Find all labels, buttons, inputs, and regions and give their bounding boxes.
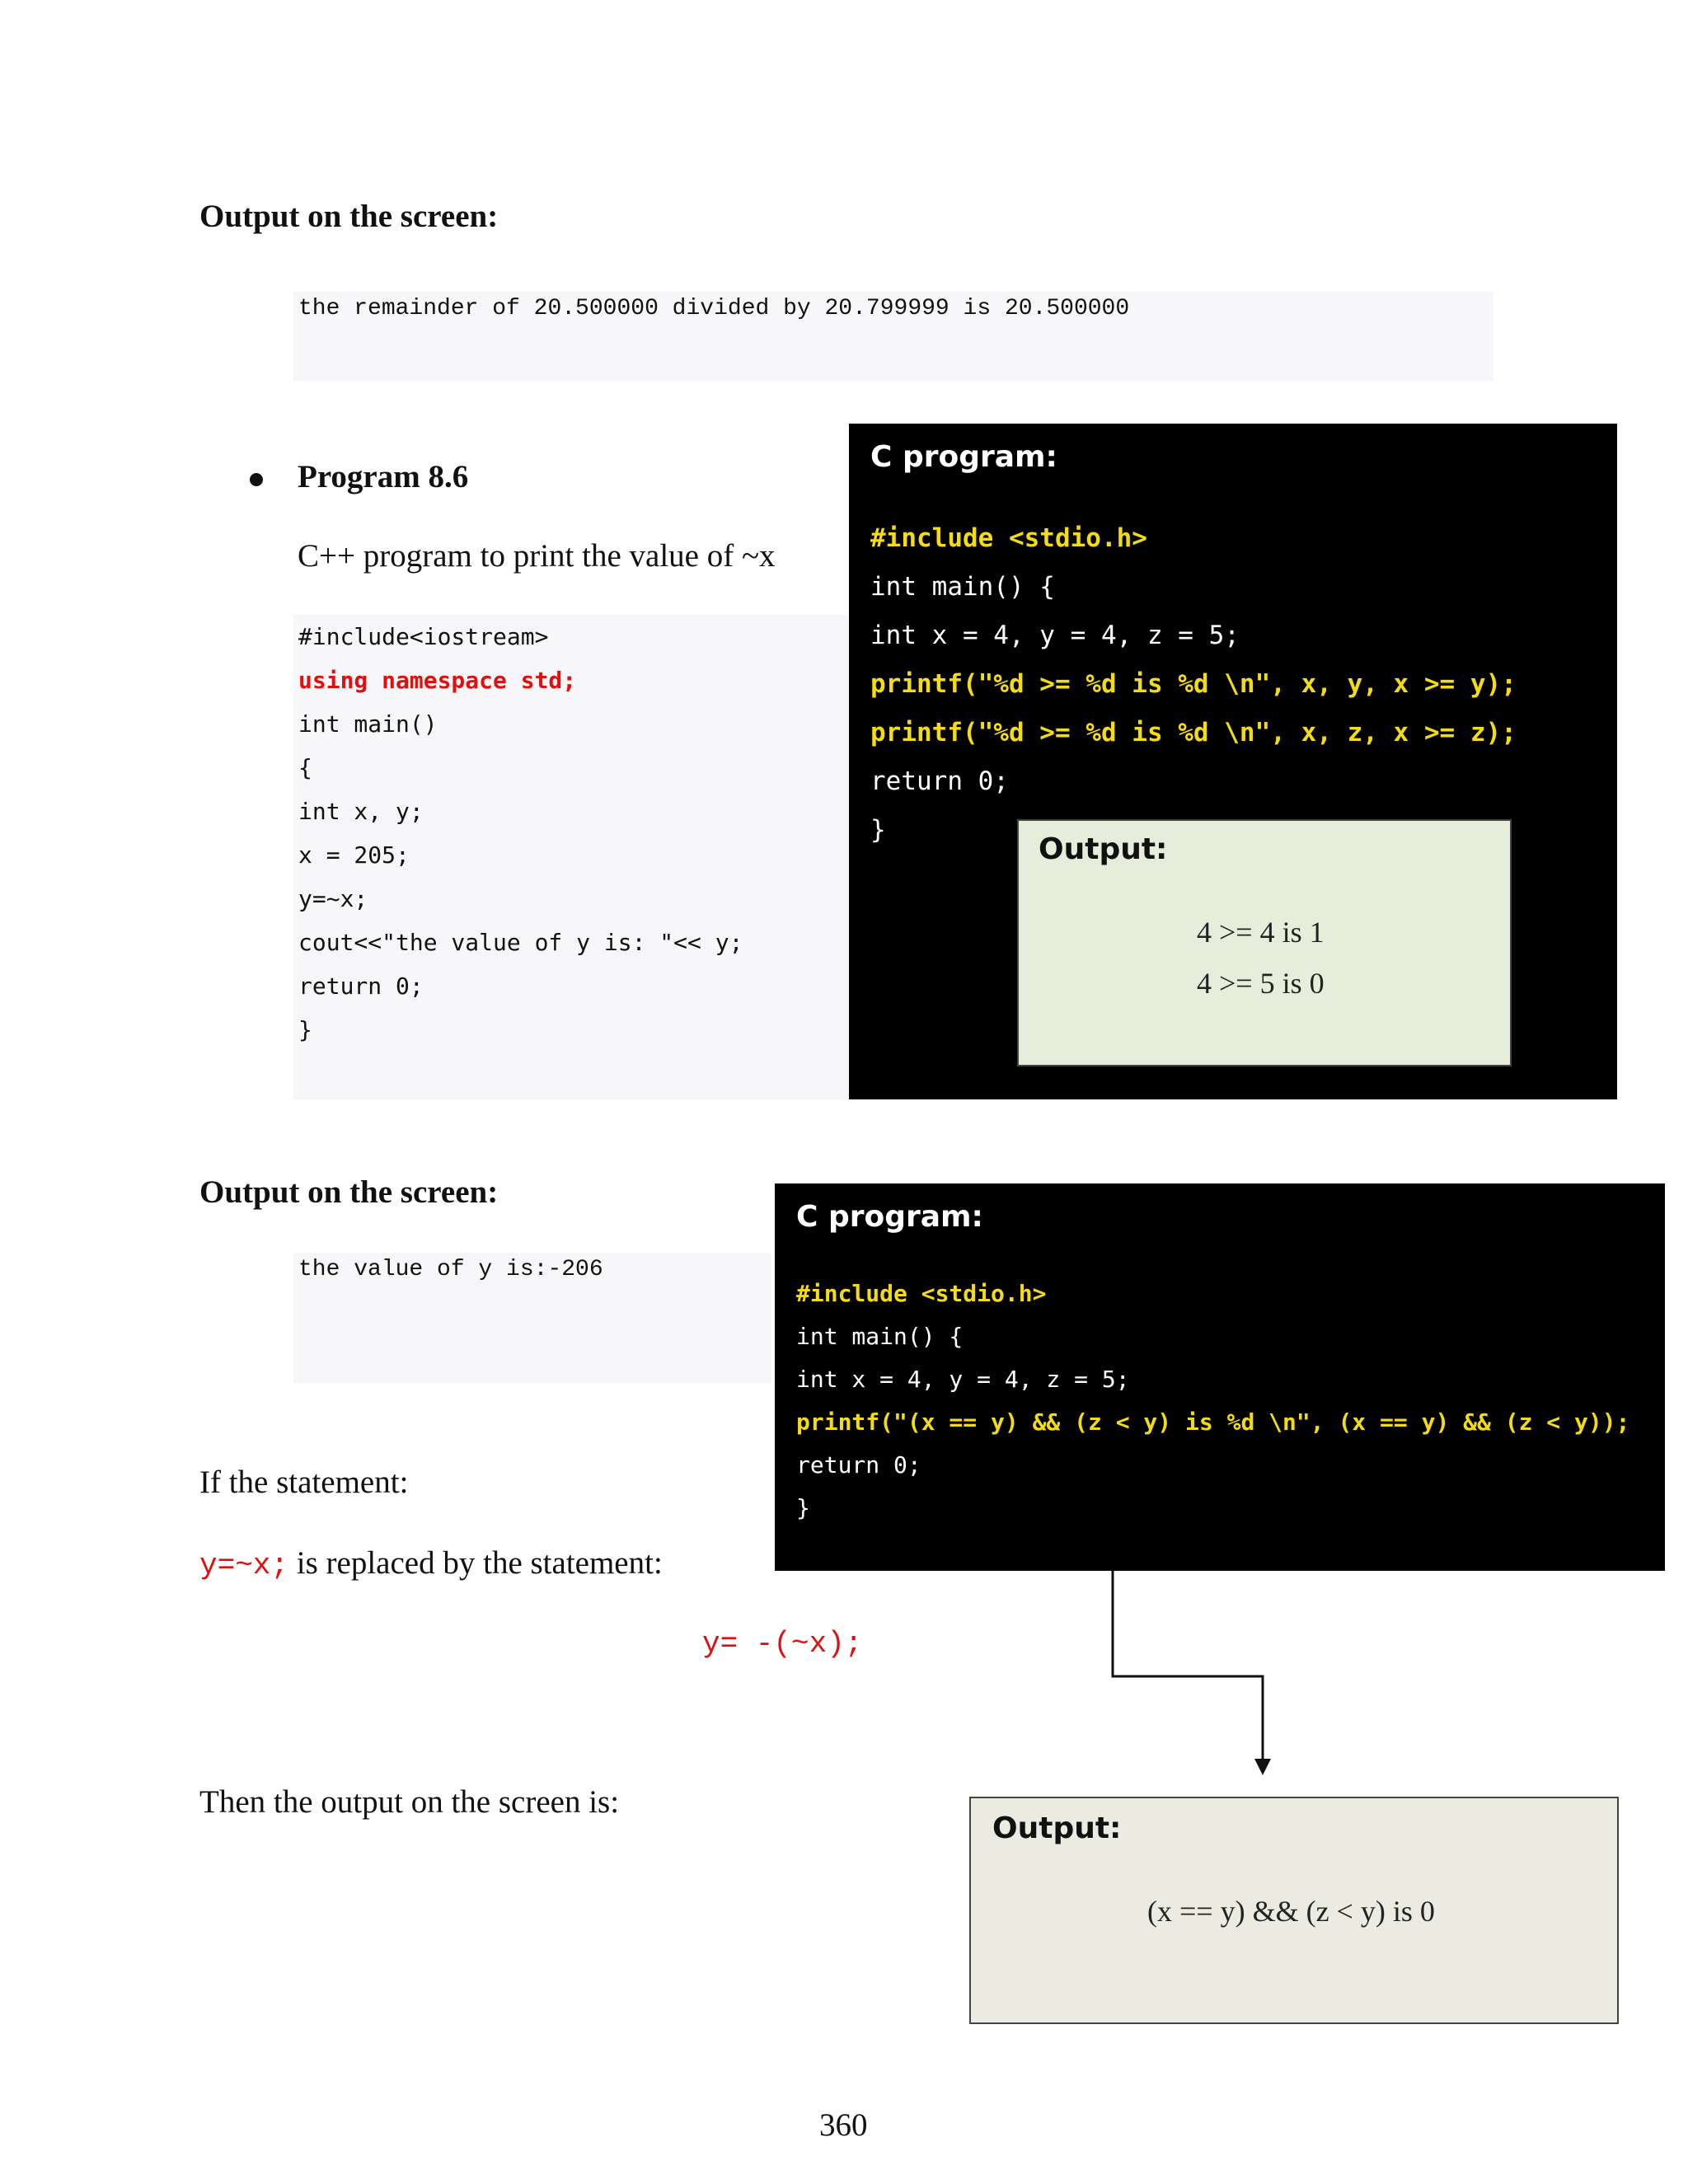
code-line: int main() { [870, 572, 1055, 602]
code-line: return 0; [298, 972, 424, 1000]
program-title: Program 8.6 [298, 459, 469, 494]
output-block-2 [293, 1253, 771, 1383]
code-line: #include<iostream> [298, 623, 549, 650]
code-line: printf("(x == y) && (z < y) is %d \n", (x == y) && (z < y)); [796, 1408, 1630, 1436]
output-title: Output: [992, 1811, 1122, 1845]
then-text: Then the output on the screen is: [199, 1784, 620, 1820]
section-heading-1: Output on the screen: [199, 199, 499, 234]
output-line-2: 4 >= 5 is 0 [1197, 967, 1325, 1000]
code-line: int x, y; [298, 798, 424, 825]
output-block-1 [293, 292, 1493, 381]
code-line: return 0; [796, 1451, 921, 1479]
replacement-sentence [199, 1544, 663, 1582]
code-line: cout<<"the value of y is: "<< y; [298, 929, 743, 956]
output-line-1: 4 >= 4 is 1 [1197, 916, 1325, 949]
page-number: 360 [819, 2107, 868, 2143]
code-line: #include <stdio.h> [870, 523, 1147, 553]
code-line: return 0; [870, 766, 1009, 796]
code-line: int x = 4, y = 4, z = 5; [796, 1366, 1130, 1393]
old-code: y=~x; [199, 1549, 289, 1582]
output-box-1 [1017, 819, 1512, 1066]
section-heading-2: Output on the screen: [199, 1174, 499, 1210]
code-line: x = 205; [298, 841, 410, 869]
replaced-text: is replaced by the statement: [288, 1545, 663, 1581]
output-line: the value of y is:-206 [298, 1257, 603, 1282]
output-box-2 [969, 1797, 1619, 2024]
code-line: y=~x; [298, 885, 368, 912]
code-line: printf("%d >= %d is %d \n", x, z, x >= z); [870, 718, 1517, 748]
output-title: Output: [1039, 832, 1168, 866]
code-line: int main() [298, 710, 438, 738]
code-line: using namespace std; [298, 667, 577, 694]
c-panel-title: C program: [870, 440, 1057, 474]
if-statement-text: If the statement: [199, 1465, 409, 1500]
cpp-code-block [293, 615, 854, 1099]
c-panel-title: C program: [796, 1200, 983, 1234]
code-line: } [298, 1016, 312, 1043]
code-line: } [796, 1494, 810, 1521]
output-line: (x == y) && (z < y) is 0 [1147, 1895, 1435, 1928]
code-line: } [870, 815, 886, 845]
c-program-panel-2 [775, 1183, 1665, 1571]
code-line: #include <stdio.h> [796, 1280, 1047, 1307]
c-program-panel-1 [849, 424, 1617, 1099]
connector-arrow [1096, 1571, 1286, 1779]
output-line: the remainder of 20.500000 divided by 20.799999 is 20.500000 [298, 296, 1130, 321]
code-line: printf("%d >= %d is %d \n", x, y, x >= y); [870, 669, 1517, 699]
code-line: { [298, 754, 312, 781]
code-line: int main() { [796, 1323, 964, 1350]
bullet-icon [250, 473, 263, 486]
code-line: int x = 4, y = 4, z = 5; [870, 621, 1240, 650]
program-description: C++ program to print the value of ~x [298, 538, 776, 574]
new-code: y= -(~x); [702, 1627, 863, 1661]
